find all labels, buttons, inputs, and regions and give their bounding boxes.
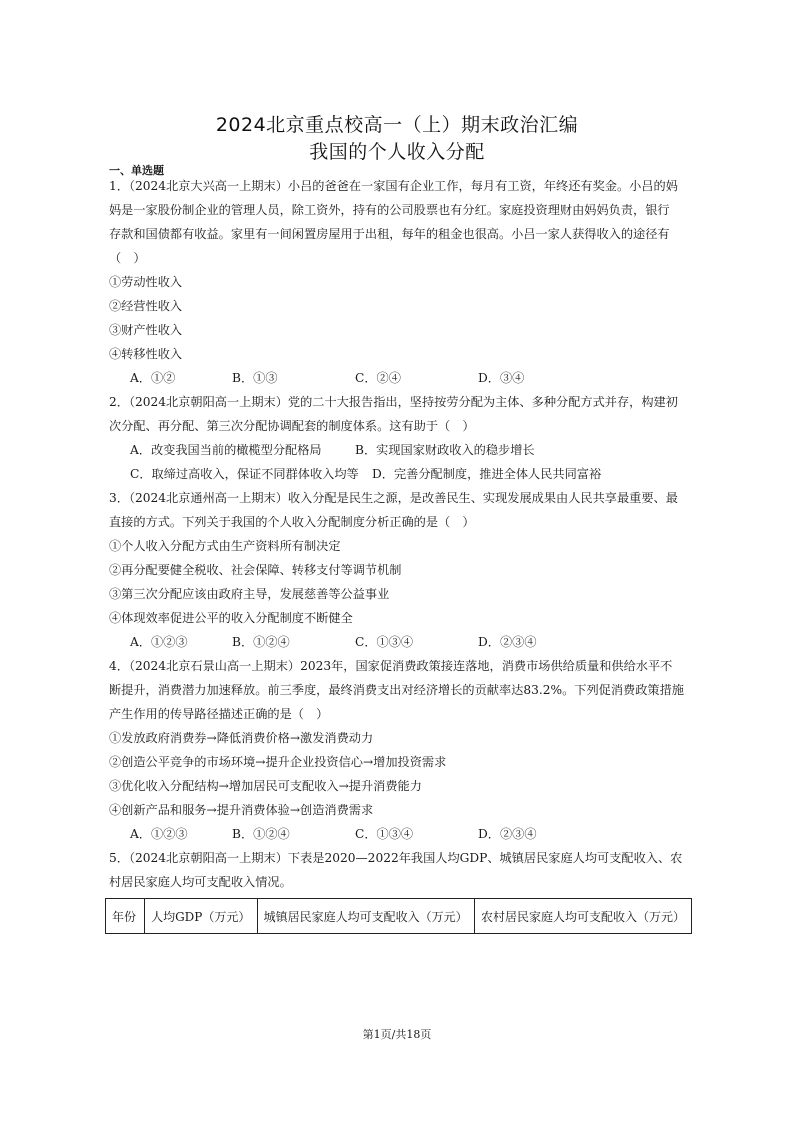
q3-option-d[interactable]: D．②③④ [478, 635, 537, 649]
q2-option-d[interactable]: D．完善分配制度，推进全体人民共同富裕 [372, 467, 602, 481]
table-header-cell: 年份 [106, 899, 145, 934]
q4-stem-line: 产生作用的传导路径描述正确的是（ ） [109, 707, 329, 721]
q5-stem-line: 村居民家庭人均可支配收入情况。 [109, 875, 292, 889]
q4-stem-line: 4．（2024北京石景山高一上期末）2023年，国家促消费政策接连落地，消费市场供给质量和供给水平不 [109, 659, 673, 673]
q4-item: ②创造公平竞争的市场环境→提升企业投资信心→增加投资需求 [109, 755, 447, 769]
q3-stem-line: 直接的方式。下列关于我国的个人收入分配制度分析正确的是（ ） [109, 515, 475, 529]
q4-item: ①发放政府消费券→降低消费价格→激发消费动力 [109, 731, 374, 745]
q2-stem-line: 次分配、再分配、第三次分配协调配套的制度体系。这有助于（ ） [109, 419, 475, 433]
q4-option-a[interactable]: A．①②③ [130, 827, 188, 841]
q4-item: ④创新产品和服务→提升消费体验→创造消费需求 [109, 803, 374, 817]
q3-item: ②再分配要健全税收、社会保障、转移支付等调节机制 [109, 563, 402, 577]
q1-item: ②经营性收入 [109, 299, 183, 313]
q2-option-a[interactable]: A．改变我国当前的橄榄型分配格局 [130, 443, 322, 457]
q4-stem-line: 断提升，消费潜力加速释放。前三季度，最终消费支出对经济增长的贡献率达83.2%。下列促消费政策措施 [109, 683, 684, 697]
q2-option-c[interactable]: C．取缔过高收入，保证不同群体收入均等 [130, 467, 359, 481]
q1-option-a[interactable]: A．①② [130, 371, 176, 385]
q1-item: ①劳动性收入 [109, 275, 183, 289]
q1-option-d[interactable]: D．③④ [478, 371, 525, 385]
document-title: 2024北京重点校高一（上）期末政治汇编 [215, 114, 579, 136]
q1-stem-line: 存款和国债都有收益。家里有一间闲置房屋用于出租，每年的租金也很高。小吕一家人获得收入的途径有 [109, 227, 670, 241]
page-number: 第1页/共18页 [362, 1028, 432, 1041]
q2-option-b[interactable]: B．实现国家财政收入的稳步增长 [355, 443, 535, 457]
table-header-cell: 农村居民家庭人均可支配收入（万元） [474, 899, 691, 934]
q4-item: ③优化收入分配结构→增加居民可支配收入→提升消费能力 [109, 779, 422, 793]
q2-stem-line: 2．（2024北京朝阳高一上期末）党的二十大报告指出，坚持按劳分配为主体、多种分配方式并存，构建初 [109, 395, 678, 409]
q4-option-d[interactable]: D．②③④ [478, 827, 537, 841]
q1-item: ③财产性收入 [109, 323, 183, 337]
table-header-cell: 城镇居民家庭人均可支配收入（万元） [257, 899, 474, 934]
document-subtitle: 我国的个人收入分配 [309, 141, 485, 163]
q3-option-b[interactable]: B．①②④ [232, 635, 290, 649]
q3-option-a[interactable]: A．①②③ [130, 635, 188, 649]
q3-item: ④体现效率促进公平的收入分配制度不断健全 [109, 611, 353, 625]
q1-option-c[interactable]: C．②④ [355, 371, 401, 385]
q5-stem-line: 5．（2024北京朝阳高一上期末）下表是2020—2022年我国人均GDP、城镇居民家庭人均可支配收入、农 [109, 851, 683, 865]
q1-stem-line: 妈是一家股份制企业的管理人员，除工资外，持有的公司股票也有分红。家庭投资理财由妈妈负责，银行 [109, 203, 670, 217]
q3-stem-line: 3．（2024北京通州高一上期末）收入分配是民生之源，是改善民生、实现发展成果由人民共享最重要、最 [109, 491, 678, 505]
section-heading: 一、单选题 [109, 164, 164, 177]
q1-option-b[interactable]: B．①③ [232, 371, 278, 385]
q1-stem-line: 1．（2024北京大兴高一上期末）小吕的爸爸在一家国有企业工作，每月有工资，年终还有奖金。小吕的妈 [109, 179, 678, 193]
q3-item: ①个人收入分配方式由生产资料所有制决定 [109, 539, 341, 553]
income-table [105, 898, 692, 934]
q1-stem-line: （ ） [109, 251, 146, 265]
q4-option-b[interactable]: B．①②④ [232, 827, 290, 841]
table-header-cell: 人均GDP（万元） [145, 899, 258, 934]
q3-item: ③第三次分配应该由政府主导，发展慈善等公益事业 [109, 587, 390, 601]
q1-item: ④转移性收入 [109, 347, 183, 361]
q3-option-c[interactable]: C．①③④ [355, 635, 414, 649]
table-header-row [106, 899, 692, 934]
q4-option-c[interactable]: C．①③④ [355, 827, 414, 841]
